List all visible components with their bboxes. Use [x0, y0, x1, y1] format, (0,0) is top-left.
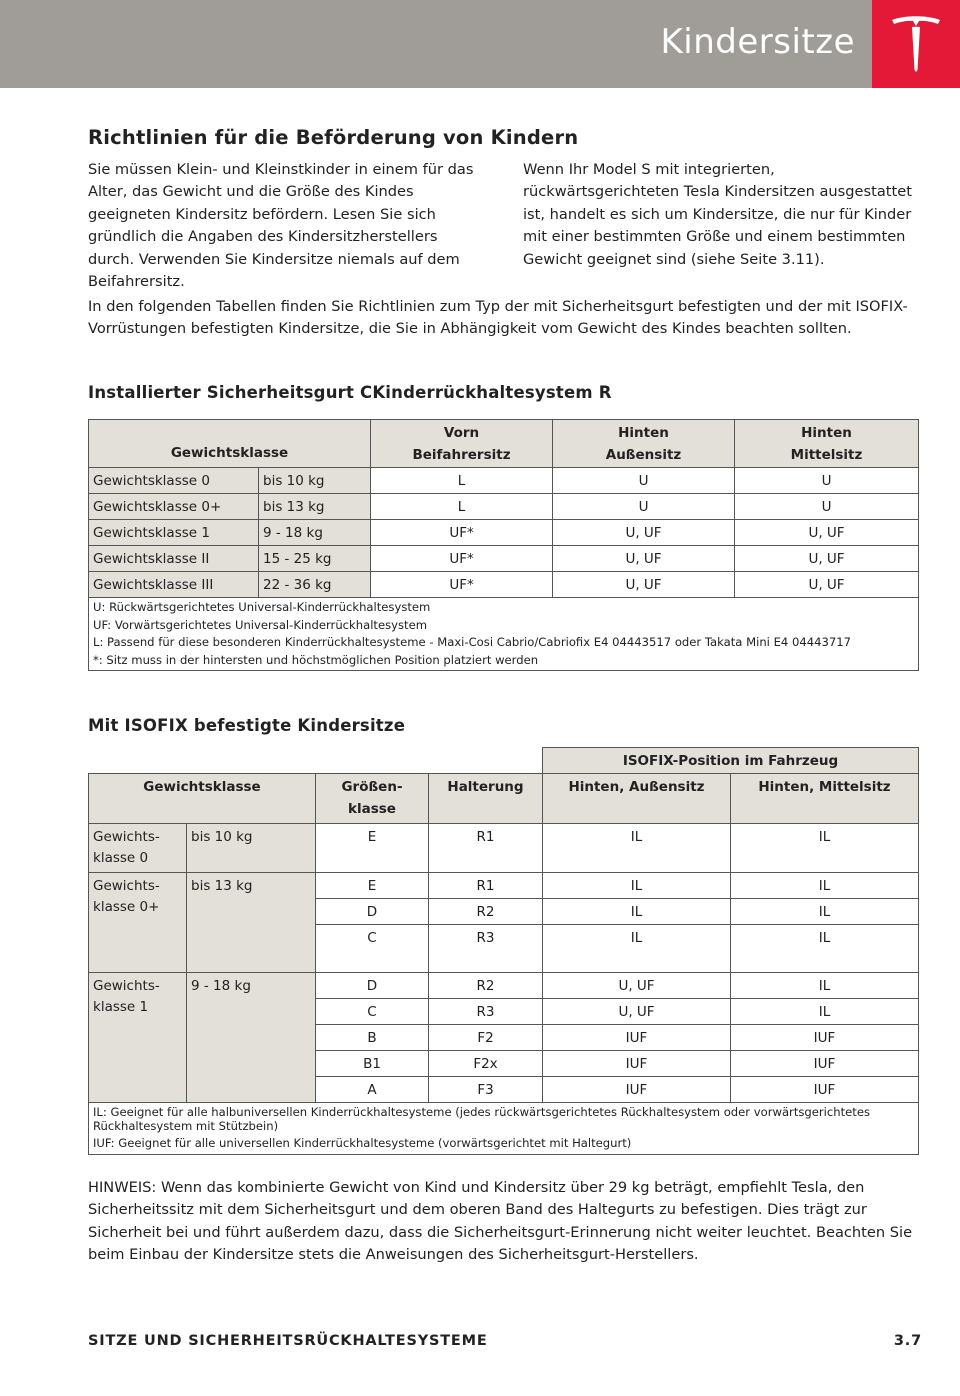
cell-fixture: R3	[429, 999, 543, 1025]
cell-size-class: D	[316, 973, 429, 999]
table2-heading: Mit ISOFIX befestigte Kindersitze	[88, 716, 406, 735]
cell-rear-middle: U, UF	[735, 520, 919, 546]
cell-size-class: D	[316, 899, 429, 925]
cell-rear-middle: U, UF	[735, 572, 919, 598]
cell-rear-outer: IL	[543, 925, 731, 973]
header-rear-outer: Hinten Außensitz	[553, 420, 735, 468]
cell-fixture: F2	[429, 1025, 543, 1051]
cell-rear-outer: U, UF	[553, 546, 735, 572]
cell-weight-class: Gewichts- klasse 1	[89, 973, 187, 1103]
cell-weight: 15 - 25 kg	[259, 546, 371, 572]
cell-weight: bis 10 kg	[187, 824, 316, 873]
cell-rear-outer: IL	[543, 824, 731, 873]
note-item: IL: Geeignet für alle halbuniversellen Kinderrückhaltesysteme (jedes rückwärtsgerichtetes Rückhaltesystem oder vorwärtsgerichtetes Rückhaltesystem mit Stützbein)	[93, 1105, 871, 1133]
header-rear-middle: Hinten, Mittelsitz	[731, 774, 919, 824]
cell-weight: 22 - 36 kg	[259, 572, 371, 598]
cell-size-class: C	[316, 925, 429, 973]
table-notes	[89, 1103, 919, 1155]
cell-front: UF*	[371, 520, 553, 546]
cell-weight: bis 13 kg	[187, 873, 316, 973]
logo-box	[872, 0, 960, 88]
left-column-text: Sie müssen Klein- und Kleinstkinder in einem für das Alter, das Gewicht und die Größe des Kindes geeigneten Kindersitz befördern. Lesen Sie sich gründlich die Angaben des Kindersitzherstellers durch. Verwenden Sie Kindersitze niemals auf dem Beifahrersitz.	[88, 161, 474, 291]
header-rear-middle: Hinten Mittelsitz	[735, 420, 919, 468]
header-fixture: Halterung	[429, 774, 543, 824]
header-weight-class: Gewichtsklasse	[89, 420, 371, 468]
cell-rear-outer: U, UF	[553, 520, 735, 546]
note-item: UF: Vorwärtsgerichtetes Universal-Kinderrückhaltesystem	[93, 617, 428, 632]
cell-size-class: E	[316, 873, 429, 899]
table-header-row	[89, 774, 919, 824]
cell-rear-middle: IUF	[731, 1025, 919, 1051]
cell-rear-middle: IL	[731, 999, 919, 1025]
section-heading: Richtlinien für die Beförderung von Kindern	[88, 126, 579, 149]
cell-weight-class: Gewichts- klasse 0	[89, 824, 187, 873]
cell-rear-outer: IUF	[543, 1025, 731, 1051]
table-notes	[89, 598, 919, 671]
cell-rear-outer: U	[553, 494, 735, 520]
note-item: U: Rückwärtsgerichtetes Universal-Kinderrückhaltesystem	[93, 600, 431, 614]
intro-paragraph: In den folgenden Tabellen finden Sie Richtlinien zum Typ der mit Sicherheitsgurt befestigten und der mit ISOFIX-Vorrüstungen befestigten Kindersitze, die Sie in Abhängigkeit vom Gewicht des Kindes beachten sollten.	[88, 298, 908, 338]
cell-front: UF*	[371, 572, 553, 598]
note-item: L: Passend für diese besonderen Kinderrückhaltesysteme - Maxi-Cosi Cabrio/Cabriofix E4 04443517 oder Takata Mini E4 04443717	[93, 635, 851, 649]
cell-size-class: E	[316, 824, 429, 873]
table-header-row	[89, 420, 919, 468]
cell-rear-middle: IL	[731, 824, 919, 873]
note-paragraph: HINWEIS: Wenn das kombinierte Gewicht von Kind und Kindersitz über 29 kg beträgt, empfiehlt Tesla, den Sicherheitssitz mit dem Sicherheitsgurt und dem oberen Band des Haltegurts zu befestigen. Dies trägt zur Sicherheit bei und führt außerdem dazu, dass die Sicherheitsgurt-Erinnerung nicht weiter leuchtet. Beachten Sie beim Einbau der Kindersitze stets die Anweisungen des Sicherheitsgurt-Herstellers.	[88, 1179, 913, 1264]
cell-fixture: R2	[429, 899, 543, 925]
cell-size-class: B1	[316, 1051, 429, 1077]
cell-rear-outer: IL	[543, 873, 731, 899]
header-size-class: Größen- klasse	[316, 774, 429, 824]
cell-weight-class: Gewichtsklasse 0	[89, 468, 259, 494]
isofix-table	[88, 747, 919, 1155]
cell-rear-outer: U, UF	[543, 973, 731, 999]
cell-fixture: R3	[429, 925, 543, 973]
cell-rear-middle: U, UF	[735, 546, 919, 572]
footer-chapter: SITZE UND SICHERHEITSRÜCKHALTESYSTEME	[88, 1333, 488, 1349]
cell-rear-middle: IL	[731, 873, 919, 899]
cell-rear-middle: IL	[731, 973, 919, 999]
cell-weight: bis 10 kg	[259, 468, 371, 494]
seatbelt-table	[88, 419, 919, 671]
header-weight-class: Gewichtsklasse	[89, 774, 316, 824]
cell-fixture: F3	[429, 1077, 543, 1103]
table-row	[89, 468, 919, 494]
cell-rear-middle: U	[735, 494, 919, 520]
cell-weight-class: Gewichtsklasse II	[89, 546, 259, 572]
table-group-header-row	[89, 748, 919, 774]
cell-size-class: B	[316, 1025, 429, 1051]
tesla-logo-icon	[890, 14, 942, 74]
cell-weight: 9 - 18 kg	[259, 520, 371, 546]
cell-weight-class: Gewichtsklasse 1	[89, 520, 259, 546]
cell-weight: bis 13 kg	[259, 494, 371, 520]
cell-rear-middle: IUF	[731, 1077, 919, 1103]
table-row	[89, 494, 919, 520]
cell-fixture: R2	[429, 973, 543, 999]
cell-rear-middle: IL	[731, 925, 919, 973]
cell-rear-outer: IUF	[543, 1051, 731, 1077]
page-title: Kindersitze	[660, 22, 855, 62]
cell-fixture: R1	[429, 873, 543, 899]
table-notes-row	[89, 1103, 919, 1155]
cell-rear-outer: IL	[543, 899, 731, 925]
table-row	[89, 873, 919, 899]
cell-rear-outer: U	[553, 468, 735, 494]
page-footer	[88, 1333, 922, 1349]
cell-front: L	[371, 494, 553, 520]
table-notes-row	[89, 598, 919, 671]
table1-heading: Installierter Sicherheitsgurt CKinderrückhaltesystem R	[88, 383, 612, 402]
cell-size-class: A	[316, 1077, 429, 1103]
cell-front: L	[371, 468, 553, 494]
cell-front: UF*	[371, 546, 553, 572]
note-item: *: Sitz muss in der hintersten und höchstmöglichen Position platziert werden	[93, 652, 539, 667]
note-item: IUF: Geeignet für alle universellen Kinderrückhaltesysteme (vorwärtsgerichtet mit Haltegurt)	[93, 1136, 632, 1150]
cell-fixture: F2x	[429, 1051, 543, 1077]
cell-weight: 9 - 18 kg	[187, 973, 316, 1103]
cell-fixture: R1	[429, 824, 543, 873]
header-rear-outer: Hinten, Außensitz	[543, 774, 731, 824]
cell-weight-class: Gewichtsklasse III	[89, 572, 259, 598]
header-isofix-position: ISOFIX-Position im Fahrzeug	[543, 748, 919, 774]
table-row	[89, 520, 919, 546]
footer-page-number: 3.7	[893, 1333, 922, 1349]
cell-rear-middle: IUF	[731, 1051, 919, 1077]
cell-weight-class: Gewichtsklasse 0+	[89, 494, 259, 520]
blank-cell	[89, 748, 543, 774]
table-row	[89, 572, 919, 598]
cell-weight-class: Gewichts- klasse 0+	[89, 873, 187, 973]
cell-rear-outer: U, UF	[543, 999, 731, 1025]
cell-rear-outer: U, UF	[553, 572, 735, 598]
header-front-seat: Vorn Beifahrersitz	[371, 420, 553, 468]
cell-size-class: C	[316, 999, 429, 1025]
table-row	[89, 546, 919, 572]
table-row	[89, 973, 919, 999]
right-column-text: Wenn Ihr Model S mit integrierten, rückwärtsgerichteten Tesla Kindersitzen ausgestattet ist, handelt es sich um Kindersitze, die nur für Kinder mit einer bestimmten Größe und einem bestimmten Gewicht geeignet sind (siehe Seite 3.11).	[523, 161, 912, 268]
cell-rear-middle: IL	[731, 899, 919, 925]
cell-rear-middle: U	[735, 468, 919, 494]
table-row	[89, 824, 919, 873]
cell-rear-outer: IUF	[543, 1077, 731, 1103]
